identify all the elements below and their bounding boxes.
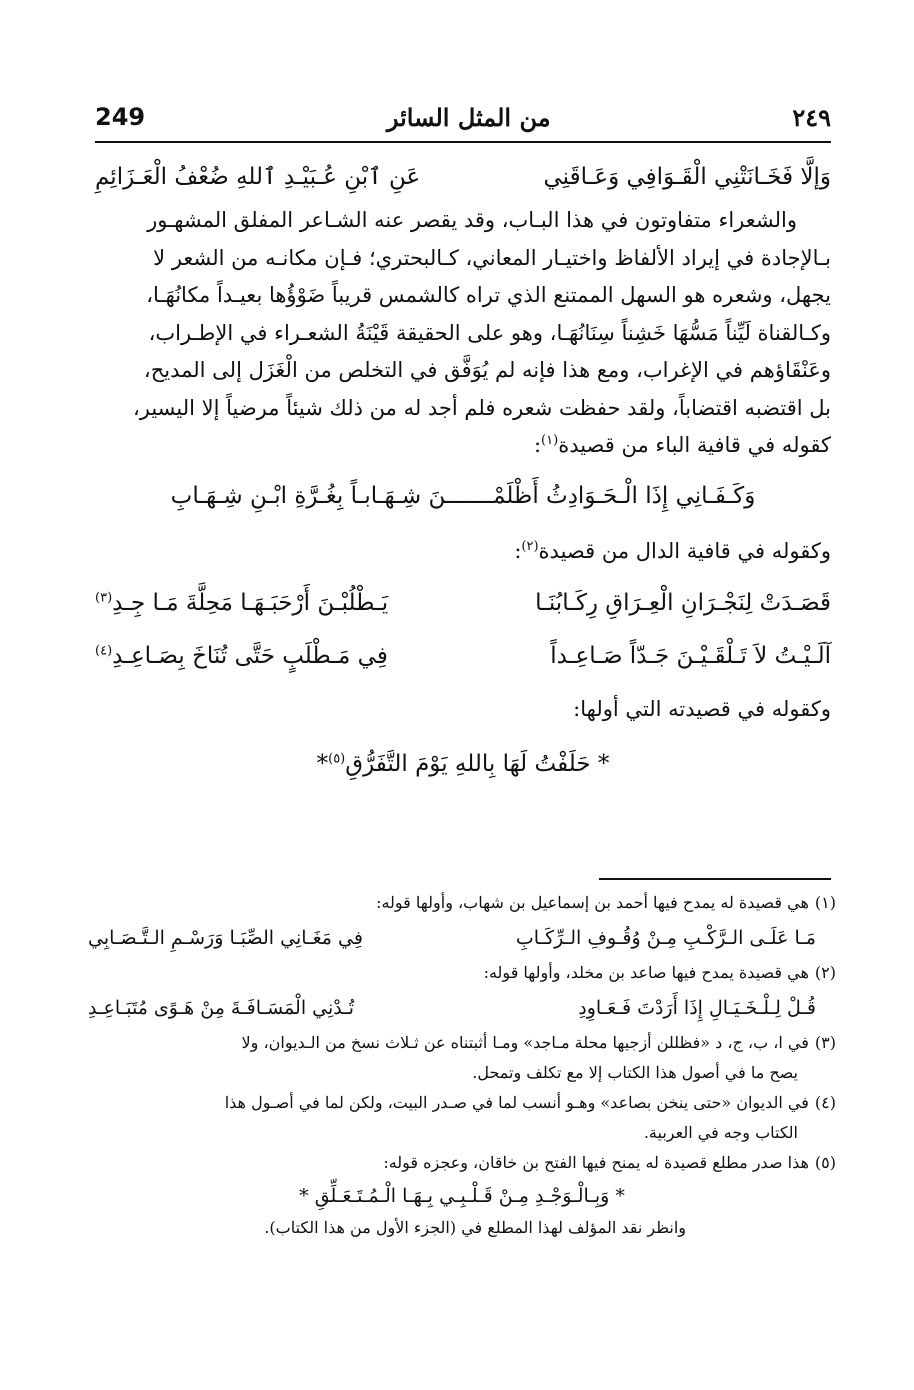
footnote-ref[interactable]: (٢) [521, 538, 539, 554]
verse-2 [95, 575, 831, 631]
footnote-1: (١)هي قصيدة له يمدح فيها أحمد بن إسماعيل بن شهاب، وأولها قوله: [88, 888, 836, 918]
footnote-ref[interactable]: (١) [541, 433, 559, 448]
opening-verse [95, 152, 831, 202]
verse-hemistich-left: فِي مَـطْلَبٍ حَتَّى تُنَاخَ بِصَـاعِـدِ$^{(٤)}$ [95, 642, 388, 669]
example-intro-3: وكقوله في قصيدته التي أولها: [573, 696, 831, 721]
footnote-4-cont: الكتاب وجه في العربية. [643, 1123, 798, 1142]
verse-hemistich-right: مَـا عَلَـى الـرَّكْـبِ مِـنْ وُقُـوفِ الـرِّكَـابِ [515, 927, 816, 949]
example-intro-2: وكقوله في قافية الدال من قصيدة$^{(٢)}$: [514, 538, 831, 563]
verse-hemistich-left: عَنِ ٱبْنِ عُـبَيْـدِ ٱللهِ ضُعْفُ الْعَـزَائِمِ [95, 164, 421, 190]
page-header [95, 98, 831, 136]
example-intro-1: كقوله في قافية الباء من قصيدة$^{(١)}$: [533, 433, 831, 457]
verse-hemistich-right: وَإلَّا فَخَـانَتْنِي الْقَـوَافِي وَعَـاقَنِي [543, 164, 831, 190]
paragraph-line: والشعراء متفاوتون في هذا البـاب، وقد يقصر عنه الشـاعر المفلق المشهـور [147, 208, 797, 232]
header-divider [95, 141, 831, 143]
footnote-3-cont: يصح ما في أصول هذا الكتاب إلا مع تكلف وتمحل. [472, 1063, 798, 1082]
page-number-arabic: ٢٤٩ [792, 102, 831, 132]
verse-hemistich-right: آلَـيْـتُ لاَ تَـلْقَـيْـنَ جَـدّاً صَـاعِـداً [550, 642, 831, 669]
footnote-4: (٤)في الديوان «حتى ينخن بصاعد» وهـو أنسب لما في صـدر البيت، ولكن لما في أصـول هذا [88, 1088, 836, 1118]
footnote-ref[interactable]: (٥) [328, 750, 346, 766]
footnote-5-verse: * وَبِـالْـوَجْـدِ مِـنْ قَـلْـبِـي بِـهَـا الْـمُـتَـعَـلِّقِ * [299, 1185, 625, 1207]
footnote-divider [599, 878, 831, 880]
paragraph-line: وكـالقناة لَيِّناً مَسُّهَا خَشِناً سِنَانُهَـا، وهو على الحقيقة قَيْنَةُ الشعـراء في الإطـراب، [148, 320, 831, 345]
main-text [95, 152, 831, 791]
running-title: من المثل السائر [386, 102, 551, 132]
paragraph-line: بل اقتضبه اقتضاباً، ولقد حفظت شعره فلم أجد له من ذلك شيئاً مرضياً إلا اليسير، [132, 395, 831, 420]
footnote-label: (١) [814, 893, 836, 912]
body-paragraph [95, 202, 831, 465]
footnote-label: (٤) [814, 1093, 836, 1112]
footnote-3: (٣)في ا، ب، ج، د «فظللن أزجيها محلة مـاجد» ومـا أثبتناه عن ثـلاث نسخ من الـديوان، ولا [88, 1028, 836, 1058]
paragraph-line: يجهل، وشعره هو السهل الممتنع الذي تراه كالشمس قريباً ضَوْؤُها بعيـداً مكانُهَـا، [146, 283, 831, 307]
footnote-2-verse [88, 988, 836, 1028]
footnote-5: (٥)هذا صدر مطلع قصيدة له يمنح فيها الفتح بن خاقان، وعجزه قوله: [88, 1148, 836, 1178]
verse-hemistich-right: قُـلْ لِـلْـخَـيَـالِ إِذَا أَرَدْتَ فَـعَـاوِدِ [578, 997, 816, 1019]
verse-hemistich-left: فِي مَغَـانِي الصِّبَـا وَرَسْـمِ الـتَّـصَـابِي [88, 927, 363, 949]
paragraph-line: وعَنْقَاؤهم في الإغراب، ومع هذا فإنه لم يُوَفَّق في التخلص من الْغَزَل إلى المديح، [143, 358, 831, 382]
footnotes [88, 888, 836, 1242]
verse-hemistich-right: قَصَـدَتْ لِنَجْـرَانِ الْعِـرَاقِ رِكَـابُنَـا [535, 589, 831, 616]
paragraph-line: بـالإجادة في إيراد الألفاظ واختيـار المعاني، كـالبحتري؛ فـإن مكانـه من الشعر لا [153, 245, 831, 270]
footnote-5-note: وانظر نقد المؤلف لهذا المطلع في (الجزء الأول من هذا الكتاب). [264, 1218, 686, 1237]
footnote-1-verse [88, 918, 836, 958]
footnote-label: (٢) [814, 963, 836, 982]
footnote-ref[interactable]: (٣) [95, 589, 113, 605]
footnote-2: (٢)هي قصيدة يمدح فيها صاعد بن مخلد، وأولها قوله: [88, 958, 836, 988]
verse-3 [95, 631, 831, 681]
footnote-label: (٥) [814, 1153, 836, 1172]
page-number-latin: 249 [95, 103, 146, 131]
verse-hemistich-left: يَـطْلُبْـنَ أَرْحَبَـهَـا مَحِلَّةَ مَـا جِـدِ$^{(٣)}$ [95, 589, 389, 616]
footnote-label: (٣) [814, 1033, 836, 1052]
footnote-ref[interactable]: (٤) [95, 642, 113, 658]
verse-1: وَكَـفَـانِي إِذَا الْـحَـوَادِثُ أَظْلَمْـــــــنَ شِـهَـابـاً بِغُـرَّةِ ابْـنِ شِـهَـابِ [170, 482, 756, 509]
verse-hemistich-left: تُـدْنِي الْمَسَـافَـةَ مِنْ هَـوًى مُتَبَـاعِـدِ [88, 997, 355, 1019]
verse-4: * حَلَفْتُ لَهَا بِاللهِ يَوْمَ التَّفَرُّقِ$^{(٥)}$* [316, 750, 610, 777]
